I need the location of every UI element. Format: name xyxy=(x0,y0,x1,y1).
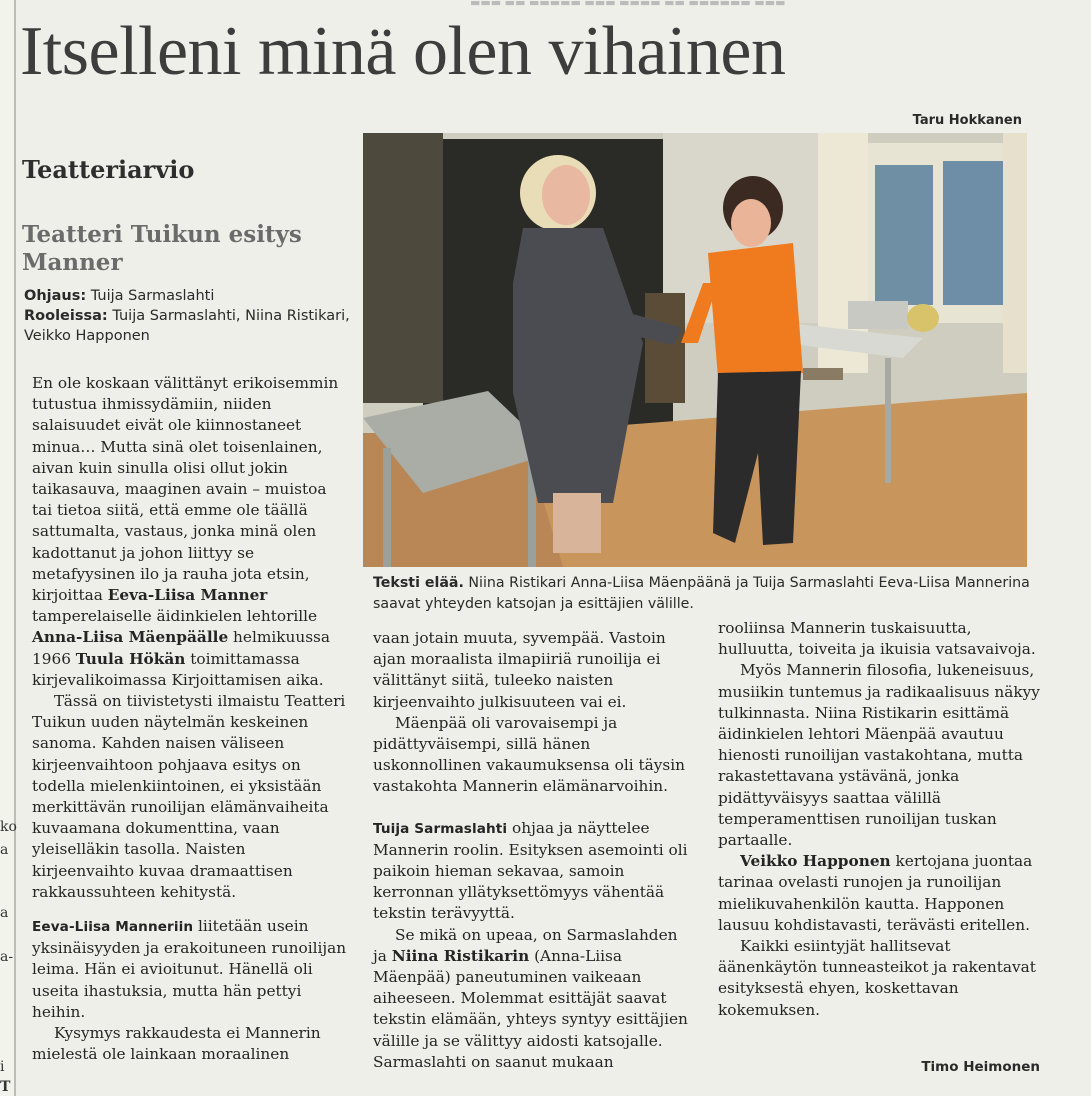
photo-illustration xyxy=(363,133,1027,567)
edge-fragment: T xyxy=(0,1079,11,1095)
text-run: En ole koskaan välittänyt erikoisemmin tutustua ihmissydämiin, niiden salaisuudet eivät ole kiinnostaneet minua… Mutta sinä olet toisenlainen, aivan kuin sinulla olisi ollut jokin taikasauva, maaginen avain – muistoa tai tietoa siitä, että emme ole täällä sattumalta, vastaus, jonka minä olen kadottanut ja johon liittyy se metafyysinen ilo ja rauha jota etsin, kirjoittaa xyxy=(32,374,339,605)
edge-fragment: ko xyxy=(0,819,17,835)
caption-lead: Teksti elää. xyxy=(373,575,464,591)
text-run: liitetään usein yksinäisyyden ja erakoituneen runoilijan leima. Hän ei avioitunut. Hänellä oli useita ihastuksia, mutta hän pettyi heihin. xyxy=(32,917,347,1021)
name-highlight: Anna-Liisa Mäenpäälle xyxy=(32,628,229,647)
paragraph: Mäenpää oli varovaisempi ja pidättyväisempi, sillä hänen uskonnollinen vakaumuksensa oli täysin vastakohta Mannerin elämänarvoihin. xyxy=(373,713,685,796)
paragraph xyxy=(32,916,350,1023)
paragraph xyxy=(373,925,695,1073)
text-run: toimittamassa kirjevalikoimassa Kirjoittamisen aika. xyxy=(32,649,324,689)
section-label: Teatteriarvio xyxy=(22,155,195,184)
left-page-edge xyxy=(0,0,16,1096)
name-highlight: Niina Ristikarin xyxy=(391,946,530,965)
caption-text: Niina Ristikari Anna-Liisa Mäenpäänä ja Tuija Sarmaslahti Eeva-Liisa Mannerina saavat yhteyden katsojan ja esittäjien välille. xyxy=(373,575,1030,612)
article-column-1 xyxy=(32,373,350,1066)
photo xyxy=(363,133,1027,567)
director-label: Ohjaus: xyxy=(24,288,87,304)
lead-in: Eeva-Liisa Manneriin xyxy=(32,919,194,936)
paragraph: Tässä on tiivistetysti ilmaistu Teatteri Tuikun uuden näytelmän keskeinen sanoma. Kahden naisen väliseen kirjeenvaihtoon pohjaava esitys on todella mielenkiintoinen, ei yksistään merkittävän runoilijan elämänvaiheita kuvaamana dokumenttina, vaan yleiselläkin tasolla. Naisten kirjeenvaihto kuvaa dramaattisen rakkaussuhteen kehitystä. xyxy=(32,692,346,901)
headline: Itselleni minä olen vihainen xyxy=(20,13,786,90)
paragraph: vaan jotain muuta, syvempää. Vastoin ajan moraalista ilmapiiriä runoilija ei välittänyt siitä, tuleeko naisten kirjeenvaihto julkisuuteen vai ei. xyxy=(373,629,666,711)
cast-line xyxy=(24,306,354,346)
name-highlight: Eeva-Liisa Manner xyxy=(107,586,268,605)
name-highlight: Tuula Hökän xyxy=(75,649,186,668)
photo-caption xyxy=(373,573,1033,615)
byline: Timo Heimonen xyxy=(921,1059,1040,1075)
edge-fragment: a- xyxy=(0,949,14,965)
paragraph: Kaikki esiintyjät hallitsevat äänenkäytön tunneasteikot ja rakentavat esityksestä ehyen, koskettavan kokemuksen. xyxy=(718,937,1036,1019)
text-run: helmikuussa 1966 xyxy=(32,628,331,668)
edge-fragment: a xyxy=(0,842,9,858)
cast-label: Rooleissa: xyxy=(24,308,108,324)
paragraph xyxy=(718,851,1040,936)
director-line xyxy=(24,286,354,306)
article-column-3 xyxy=(718,618,1040,1021)
edge-fragment: i xyxy=(0,1059,5,1075)
article-column-2 xyxy=(373,628,695,1073)
name-highlight: Veikko Happonen xyxy=(740,852,891,871)
text-run: tamperelaiselle äidinkielen lehtorille xyxy=(32,607,318,626)
lead-in: Tuija Sarmaslahti xyxy=(373,820,508,837)
paragraph xyxy=(32,373,350,691)
review-title: Teatteri Tuikun esitys Manner xyxy=(22,221,302,276)
director-name: Tuija Sarmaslahti xyxy=(90,288,215,304)
photo-credit: Taru Hokkanen xyxy=(912,113,1022,128)
cast-names: Tuija Sarmaslahti, Niina Ristikari, Veikko Happonen xyxy=(24,308,350,344)
text-run: Se mikä on upeaa, on Sarmaslahden ja xyxy=(373,925,678,965)
text-run: kertojana juontaa tarinaa ovelasti runojen ja runoilijan mielikuvahenkilön kautta. Happonen lausuu kohdistavasti, terävästi eritellen. xyxy=(718,852,1033,934)
paragraph: Kysymys rakkaudesta ei Mannerin mielestä ole lainkaan moraalinen xyxy=(32,1024,321,1064)
paragraph: rooliinsa Mannerin tuskaisuutta, hulluutta, toiveita ja ikuisia vatsavaivoja. xyxy=(718,619,1036,659)
text-run: (Anna-Liisa Mäenpää) paneutuminen vaikeaan aiheeseen. Molemmat esittäjät saavat tekstin elämään, yhteys syntyy esittäjien välille ja se välittyy aidosti katsojalle. Sarmaslahti on saanut mukaan xyxy=(373,946,688,1071)
text-run: ohjaa ja näyttelee Mannerin roolin. Esityksen asemointi oli paikoin hieman sekavaa, samoin kerronnan yllätyksettömyys vähentää tekstin terävyyttä. xyxy=(373,818,688,923)
production-credits xyxy=(24,286,354,346)
edge-fragment: a xyxy=(0,905,9,921)
paragraph: Myös Mannerin filosofia, lukeneisuus, musiikin tuntemus ja radikaalisuus näkyy tulkinnasta. Niina Ristikarin esittämä äidinkielen lehtori Mäenpää avautuu hienosti runoilijan vastakohtana, mutta rakastettavana ystävänä, jonka pidättyväisyys saattaa välillä temperamenttisen runoilijan tuskan partaalle. xyxy=(718,661,1040,850)
paragraph xyxy=(373,818,695,925)
bleed-through-text: ▬▬▬ ▬▬ ▬▬▬▬▬ ▬▬▬ ▬▬▬▬ ▬▬ ▬▬▬▬▬▬ ▬▬▬ xyxy=(470,0,786,9)
